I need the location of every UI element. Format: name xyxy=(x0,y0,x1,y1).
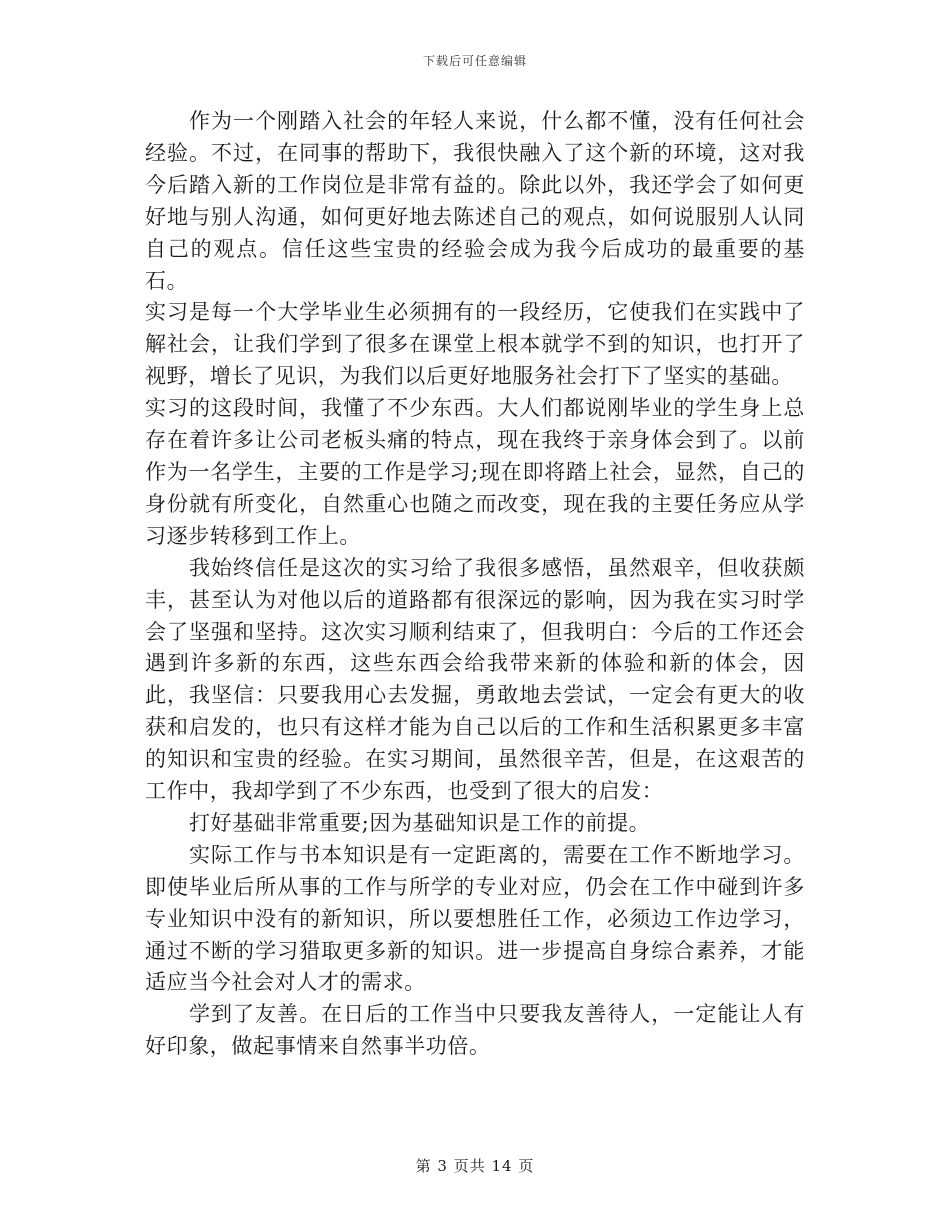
document-body xyxy=(145,106,805,1063)
paragraph-2: 实习是每一个大学毕业生必须拥有的一段经历，它使我们在实践中了解社会，让我们学到了很多在课堂上根本就学不到的知识，也打开了视野，增长了见识，为我们以后更好地服务社会打下了坚实的基础。 xyxy=(145,300,805,389)
paragraph-4: 我始终信任是这次的实习给了我很多感悟，虽然艰辛，但收获颇丰，甚至认为对他以后的道路都有很深远的影响，因为我在实习时学会了坚强和坚持。这次实习顺利结束了，但我明白：今后的工作还会遇到许多新的东西，这些东西会给我带来新的体验和新的体会，因此，我坚信：只要我用心去发掘，勇敢地去尝试，一定会有更大的收获和启发的，也只有这样才能为自己以后的工作和生活积累更多丰富的知识和宝贵的经验。在实习期间，虽然很辛苦，但是，在这艰苦的工作中，我却学到了不少东西，也受到了很大的启发： xyxy=(145,555,805,804)
paragraph-3: 实习的这段时间，我懂了不少东西。大人们都说刚毕业的学生身上总存在着许多让公司老板头痛的特点，现在我终于亲身体会到了。以前作为一名学生，主要的工作是学习;现在即将踏上社会，显然，自己的身份就有所变化，自然重心也随之而改变，现在我的主要任务应从学习逐步转移到工作上。 xyxy=(145,396,805,548)
paragraph-7: 学到了友善。在日后的工作当中只要我友善待人，一定能让人有好印象，做起事情来自然事半功倍。 xyxy=(145,1002,805,1059)
paragraph-6: 实际工作与书本知识是有一定距离的，需要在工作不断地学习。即使毕业后所从事的工作与所学的专业对应，仍会在工作中碰到许多专业知识中没有的新知识，所以要想胜任工作，必须边工作边学习，通过不断的学习猎取更多新的知识。进一步提高自身综合素养，才能适应当今社会对人才的需求。 xyxy=(145,842,805,995)
page-footer: 第 3 页共 14 页 xyxy=(415,1157,535,1175)
paragraph-5: 打好基础非常重要;因为基础知识是工作的前提。 xyxy=(189,810,651,835)
page-header: 下载后可任意编辑 xyxy=(422,54,527,68)
paragraph-1: 作为一个刚踏入社会的年轻人来说，什么都不懂，没有任何社会经验。不过，在同事的帮助下，我很快融入了这个新的环境，这对我今后踏入新的工作岗位是非常有益的。除此以外，我还学会了如何更好地与别人沟通，如何更好地去陈述自己的观点，如何说服别人认同自己的观点。信任这些宝贵的经验会成为我今后成功的最重要的基石。 xyxy=(145,109,805,293)
